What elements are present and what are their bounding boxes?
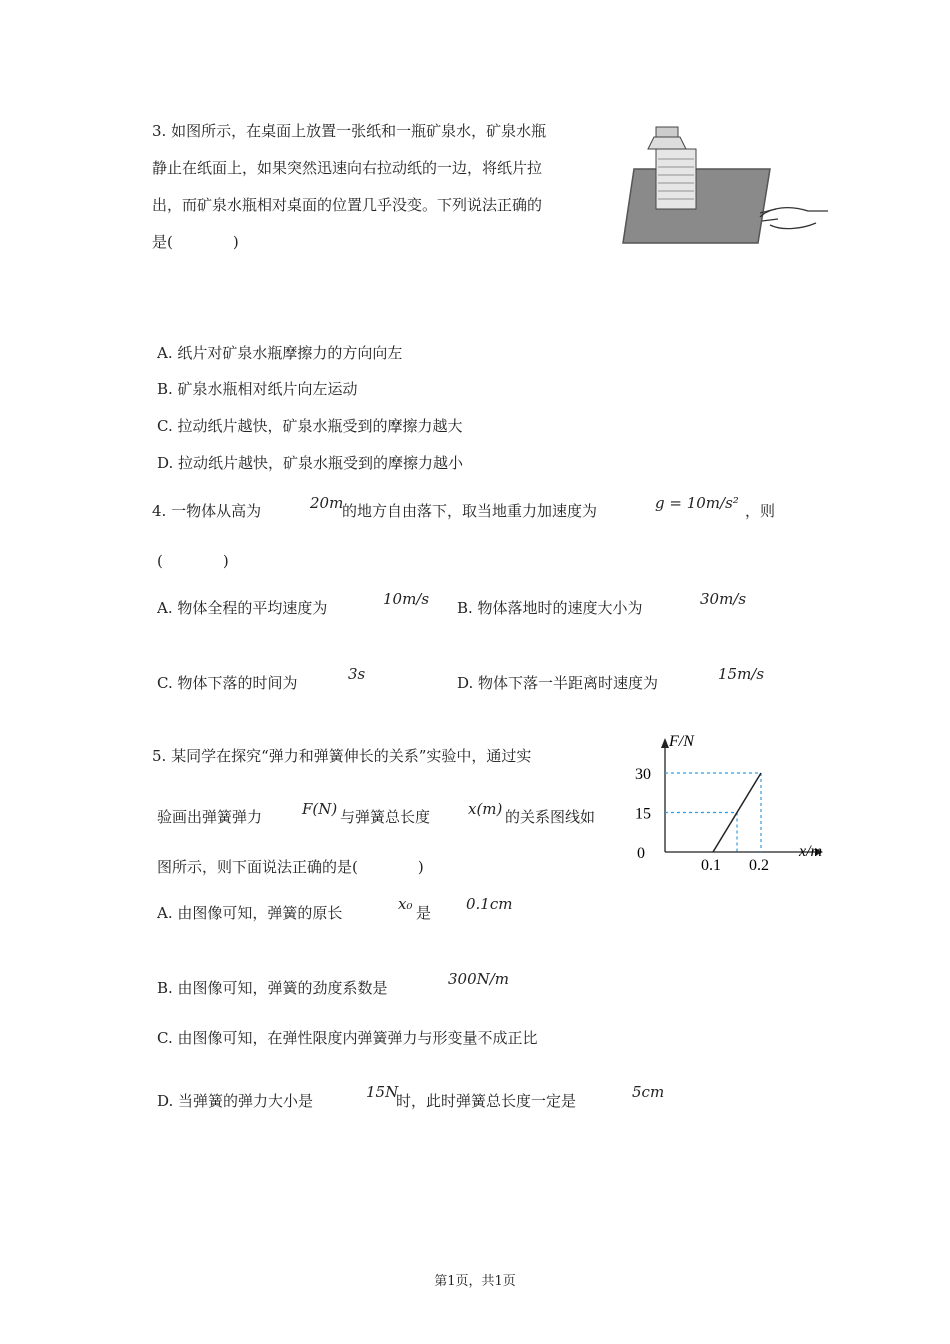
q5-option-a-math-x0: x₀ (398, 895, 413, 913)
q3-stem-line-4: 是( ) (152, 233, 239, 251)
chart-x-label: x/m (799, 843, 823, 860)
q5-option-b: B. 由图像可知，弹簧的劲度系数是 (157, 979, 388, 997)
q5-force-length-chart (625, 730, 840, 875)
chart-x-tick-label-1: 0.2 (749, 857, 769, 874)
q4-option-a-math: 10m/s (383, 590, 430, 608)
chart-y-axis-arrow (661, 738, 669, 748)
q4-answer-paren: ( ) (157, 552, 229, 570)
q5-math-force: F(N) (302, 800, 338, 818)
q5-stem-line-3: 图所示，则下面说法正确的是( ) (157, 858, 424, 876)
q5-option-d-tail: 时，此时弹簧总长度一定是 (396, 1092, 577, 1110)
page-footer: 第1页，共1页 (434, 1274, 516, 1289)
q4-stem-end: ，则 (745, 502, 776, 520)
chart-y-label: F/N (669, 733, 694, 750)
q5-option-d: D. 当弹簧的弹力大小是 (157, 1092, 314, 1110)
q3-option-b: B. 矿泉水瓶相对纸片向左运动 (157, 380, 358, 398)
chart-y-tick-label-0: 15 (635, 805, 651, 823)
q5-option-a-math: 0.1cm (466, 895, 513, 913)
q5-option-c: C. 由图像可知，在弹性限度内弹簧弹力与形变量不成正比 (157, 1029, 538, 1047)
q4-option-c-math: 3s (348, 665, 366, 683)
q4-option-b-math: 30m/s (700, 590, 747, 608)
q5-stem-line-2a: 验画出弹簧弹力 (157, 808, 263, 826)
q4-option-d: D. 物体下落一半距离时速度为 (457, 674, 659, 692)
chart-x-tick-label-0: 0.1 (701, 857, 721, 874)
q5-stem-line-2b: 与弹簧总长度 (340, 808, 431, 826)
q4-option-b: B. 物体落地时的速度大小为 (457, 599, 643, 617)
q3-bottle-paper-illustration (620, 125, 830, 250)
q3-option-d: D. 拉动纸片越快，矿泉水瓶受到的摩擦力越小 (157, 454, 464, 472)
q5-stem-line-2c: 的关系图线如 (505, 808, 596, 826)
q4-stem-middle: 的地方自由落下，取当地重力加速度为 (342, 502, 598, 520)
q4-stem-start: 4. 一物体从高为 (152, 502, 262, 520)
q3-stem-line-1: 3. 如图所示，在桌面上放置一张纸和一瓶矿泉水，矿泉水瓶 (152, 122, 547, 140)
q5-option-d-math-2: 5cm (632, 1083, 665, 1101)
q4-option-a: A. 物体全程的平均速度为 (157, 599, 328, 617)
q4-math-height: 20m (310, 494, 344, 512)
q5-option-d-math: 15N (366, 1083, 399, 1101)
q5-option-b-math: 300N/m (448, 970, 510, 988)
q4-math-gravity: g = 10m/s² (655, 494, 739, 512)
q3-stem-line-3: 出，而矿泉水瓶相对桌面的位置几乎没变。下列说法正确的 (152, 196, 543, 214)
q3-option-c: C. 拉动纸片越快，矿泉水瓶受到的摩擦力越大 (157, 417, 463, 435)
q4-option-c: C. 物体下落的时间为 (157, 674, 298, 692)
q4-option-d-math: 15m/s (718, 665, 765, 683)
q5-stem-line-1: 5. 某同学在探究“弹力和弹簧伸长的关系”实验中，通过实 (152, 747, 532, 765)
q3-option-a: A. 纸片对矿泉水瓶摩擦力的方向向左 (157, 344, 403, 362)
chart-origin-label: 0 (637, 845, 645, 862)
q5-option-a: A. 由图像可知，弹簧的原长 (157, 904, 343, 922)
q5-option-a-tail: 是 (416, 904, 432, 922)
q3-stem-line-2: 静止在纸面上，如果突然迅速向右拉动纸的一边，将纸片拉 (152, 159, 543, 177)
q5-math-length: x(m) (468, 800, 503, 818)
chart-y-tick-label-1: 30 (635, 766, 651, 783)
